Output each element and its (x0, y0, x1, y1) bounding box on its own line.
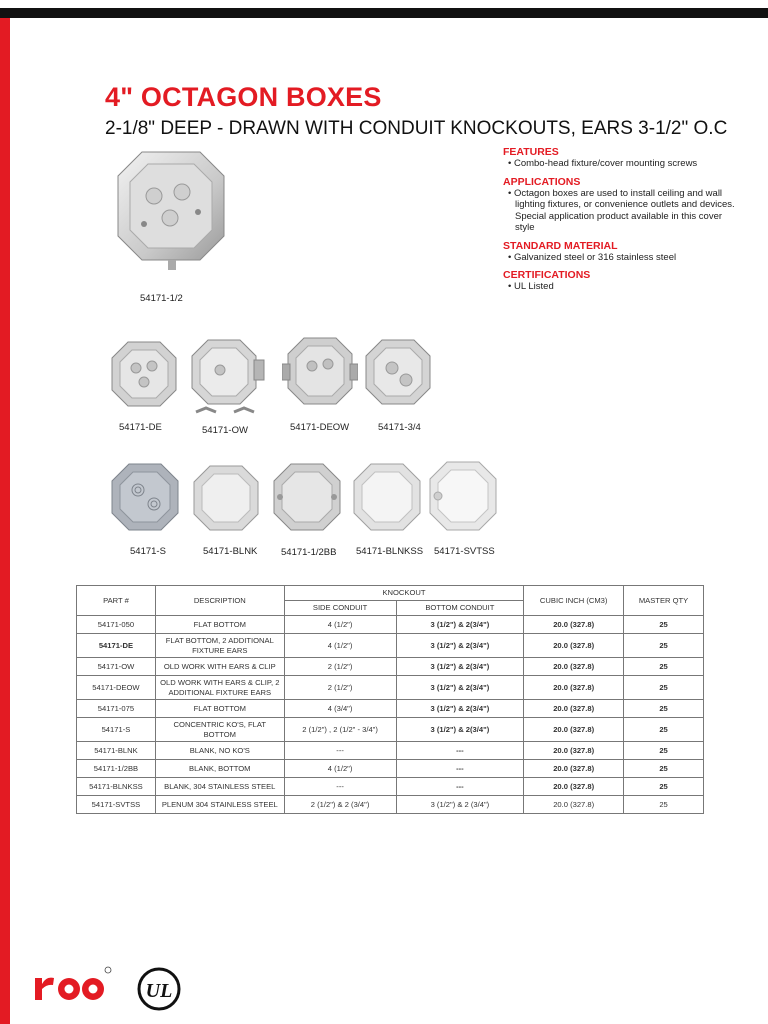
info-panel (503, 146, 743, 293)
svg-text:UL: UL (145, 980, 173, 1002)
cell-bottom: 3 (1/2") & 2(3/4") (396, 700, 524, 718)
cell-cubic: 20.0 (327.8) (524, 676, 624, 700)
cell-bottom: --- (396, 760, 524, 778)
product-label: 54171-DE (119, 422, 162, 433)
product-image-de (108, 338, 180, 410)
page-subtitle: 2-1/8" DEEP - DRAWN WITH CONDUIT KNOCKOUTS, EARS 3-1/2" O.C (105, 118, 728, 139)
header-knockout: KNOCKOUT (284, 586, 524, 601)
cell-side: --- (284, 742, 396, 760)
product-image-main (112, 146, 230, 276)
product-label: 54171-1/2BB (281, 547, 337, 558)
cell-bottom: 3 (1/2") & 2(3/4") (396, 658, 524, 676)
header-bottom-conduit: BOTTOM CONDUIT (396, 601, 524, 616)
cell-qty: 25 (624, 778, 704, 796)
table-row (77, 658, 704, 676)
page-title: 4" OCTAGON BOXES (105, 82, 382, 112)
header-cubic-inch: CUBIC INCH (CM3) (524, 586, 624, 616)
cell-part: 54171-OW (77, 658, 156, 676)
cell-description: FLAT BOTTOM (155, 616, 284, 634)
cell-description: BLANK, 304 STAINLESS STEEL (155, 778, 284, 796)
cell-cubic: 20.0 (327.8) (524, 718, 624, 742)
material-item: • Galvanized steel or 316 stainless steel (508, 251, 677, 263)
cell-description: OLD WORK WITH EARS & CLIP (155, 658, 284, 676)
cell-side: 2 (1/2") , 2 (1/2" - 3/4") (284, 718, 396, 742)
cell-description: BLANK, NO KO'S (155, 742, 284, 760)
cell-side: 2 (1/2") (284, 658, 396, 676)
product-image-blnkss (350, 460, 424, 534)
table-row (77, 676, 704, 700)
material-heading: STANDARD MATERIAL (503, 239, 618, 252)
cell-bottom: 3 (1/2") & 2(3/4") (396, 718, 524, 742)
features-heading: FEATURES (503, 146, 559, 158)
product-image-s (108, 460, 182, 534)
cell-side: 2 (1/2") (284, 676, 396, 700)
product-label: 54171-BLNKSS (356, 546, 424, 557)
cell-cubic: 20.0 (327.8) (524, 634, 624, 658)
cell-description: FLAT BOTTOM (155, 700, 284, 718)
cell-qty: 25 (624, 658, 704, 676)
cell-side: 2 (1/2") & 2 (3/4") (284, 796, 396, 814)
features-item: • Combo-head fixture/cover mounting screws (508, 158, 698, 169)
cell-qty: 25 (624, 796, 704, 814)
header-description: DESCRIPTION (155, 586, 284, 616)
cell-bottom: --- (396, 742, 524, 760)
cell-part: 54171-BLNK (77, 742, 156, 760)
cell-cubic: 20.0 (327.8) (524, 700, 624, 718)
product-image-deow (282, 334, 358, 412)
cell-cubic: 20.0 (327.8) (524, 778, 624, 796)
cell-side: --- (284, 778, 396, 796)
cell-side: 4 (1/2") (284, 616, 396, 634)
cell-bottom: 3 (1/2") & 2(3/4") (396, 616, 524, 634)
cell-part: 54171-SVTSS (77, 796, 156, 814)
cell-part: 54171-1/2BB (77, 760, 156, 778)
cell-description: BLANK, BOTTOM (155, 760, 284, 778)
cell-qty: 25 (624, 676, 704, 700)
cell-part: 54171-S (77, 718, 156, 742)
table-row (77, 760, 704, 778)
product-image-blnk (190, 462, 262, 534)
applications-heading: APPLICATIONS (503, 175, 581, 188)
header-master-qty: MASTER QTY (624, 586, 704, 616)
applications-item: • Octagon boxes are used to install ceiling and wall lighting fixtures, or convenience outlets and devices. Special application product available in this cover style (508, 187, 735, 233)
table-row (77, 700, 704, 718)
cell-qty: 25 (624, 700, 704, 718)
cell-description: FLAT BOTTOM, 2 ADDITIONAL FIXTURE EARS (155, 634, 284, 658)
product-label: 54171-3/4 (378, 422, 421, 433)
product-label: 54171-SVTSS (434, 546, 495, 557)
certifications-heading: CERTIFICATIONS (503, 269, 591, 281)
product-label: 54171-BLNK (203, 546, 258, 557)
product-label: 54171-1/2 (140, 293, 183, 304)
table-row (77, 778, 704, 796)
product-image-ow (188, 336, 272, 422)
spec-table (76, 585, 704, 814)
cell-description: PLENUM 304 STAINLESS STEEL (155, 796, 284, 814)
cell-cubic: 20.0 (327.8) (524, 658, 624, 676)
product-image-3-4 (362, 336, 434, 408)
cell-part: 54171-DEOW (77, 676, 156, 700)
cell-qty: 25 (624, 616, 704, 634)
table-row (77, 634, 704, 658)
cell-side: 4 (3/4") (284, 700, 396, 718)
cell-part: 54171-BLNKSS (77, 778, 156, 796)
table-row (77, 742, 704, 760)
cell-bottom: 3 (1/2") & 2(3/4") (396, 676, 524, 700)
certifications-item: • UL Listed (508, 281, 554, 292)
side-accent-bar (0, 18, 10, 1024)
cell-bottom: 3 (1/2") & 2 (3/4") (396, 796, 524, 814)
product-label: 54171-OW (202, 425, 248, 436)
cell-part: 54171-DE (77, 634, 156, 658)
header-side-conduit: SIDE CONDUIT (284, 601, 396, 616)
product-image-svtss (426, 458, 500, 534)
cell-part: 54171-050 (77, 616, 156, 634)
product-image-1-2bb (270, 460, 344, 534)
cell-qty: 25 (624, 760, 704, 778)
cell-cubic: 20.0 (327.8) (524, 760, 624, 778)
product-label: 54171-DEOW (290, 422, 350, 433)
brand-logo (35, 964, 113, 1009)
table-row (77, 718, 704, 742)
cell-description: CONCENTRIC KO'S, FLAT BOTTOM (155, 718, 284, 742)
cell-qty: 25 (624, 634, 704, 658)
cell-bottom: --- (396, 778, 524, 796)
cell-cubic: 20.0 (327.8) (524, 742, 624, 760)
product-label: 54171-S (130, 546, 166, 557)
ul-certification-logo (136, 966, 182, 1017)
cell-bottom: 3 (1/2") & 2(3/4") (396, 634, 524, 658)
cell-side: 4 (1/2") (284, 634, 396, 658)
cell-qty: 25 (624, 718, 704, 742)
cell-qty: 25 (624, 742, 704, 760)
cell-part: 54171-075 (77, 700, 156, 718)
header-part: PART # (77, 586, 156, 616)
cell-cubic: 20.0 (327.8) (524, 616, 624, 634)
cell-side: 4 (1/2") (284, 760, 396, 778)
table-row (77, 796, 704, 814)
cell-cubic: 20.0 (327.8) (524, 796, 624, 814)
table-row (77, 616, 704, 634)
cell-description: OLD WORK WITH EARS & CLIP, 2 ADDITIONAL FIXTURE EARS (155, 676, 284, 700)
top-bar (0, 8, 768, 18)
